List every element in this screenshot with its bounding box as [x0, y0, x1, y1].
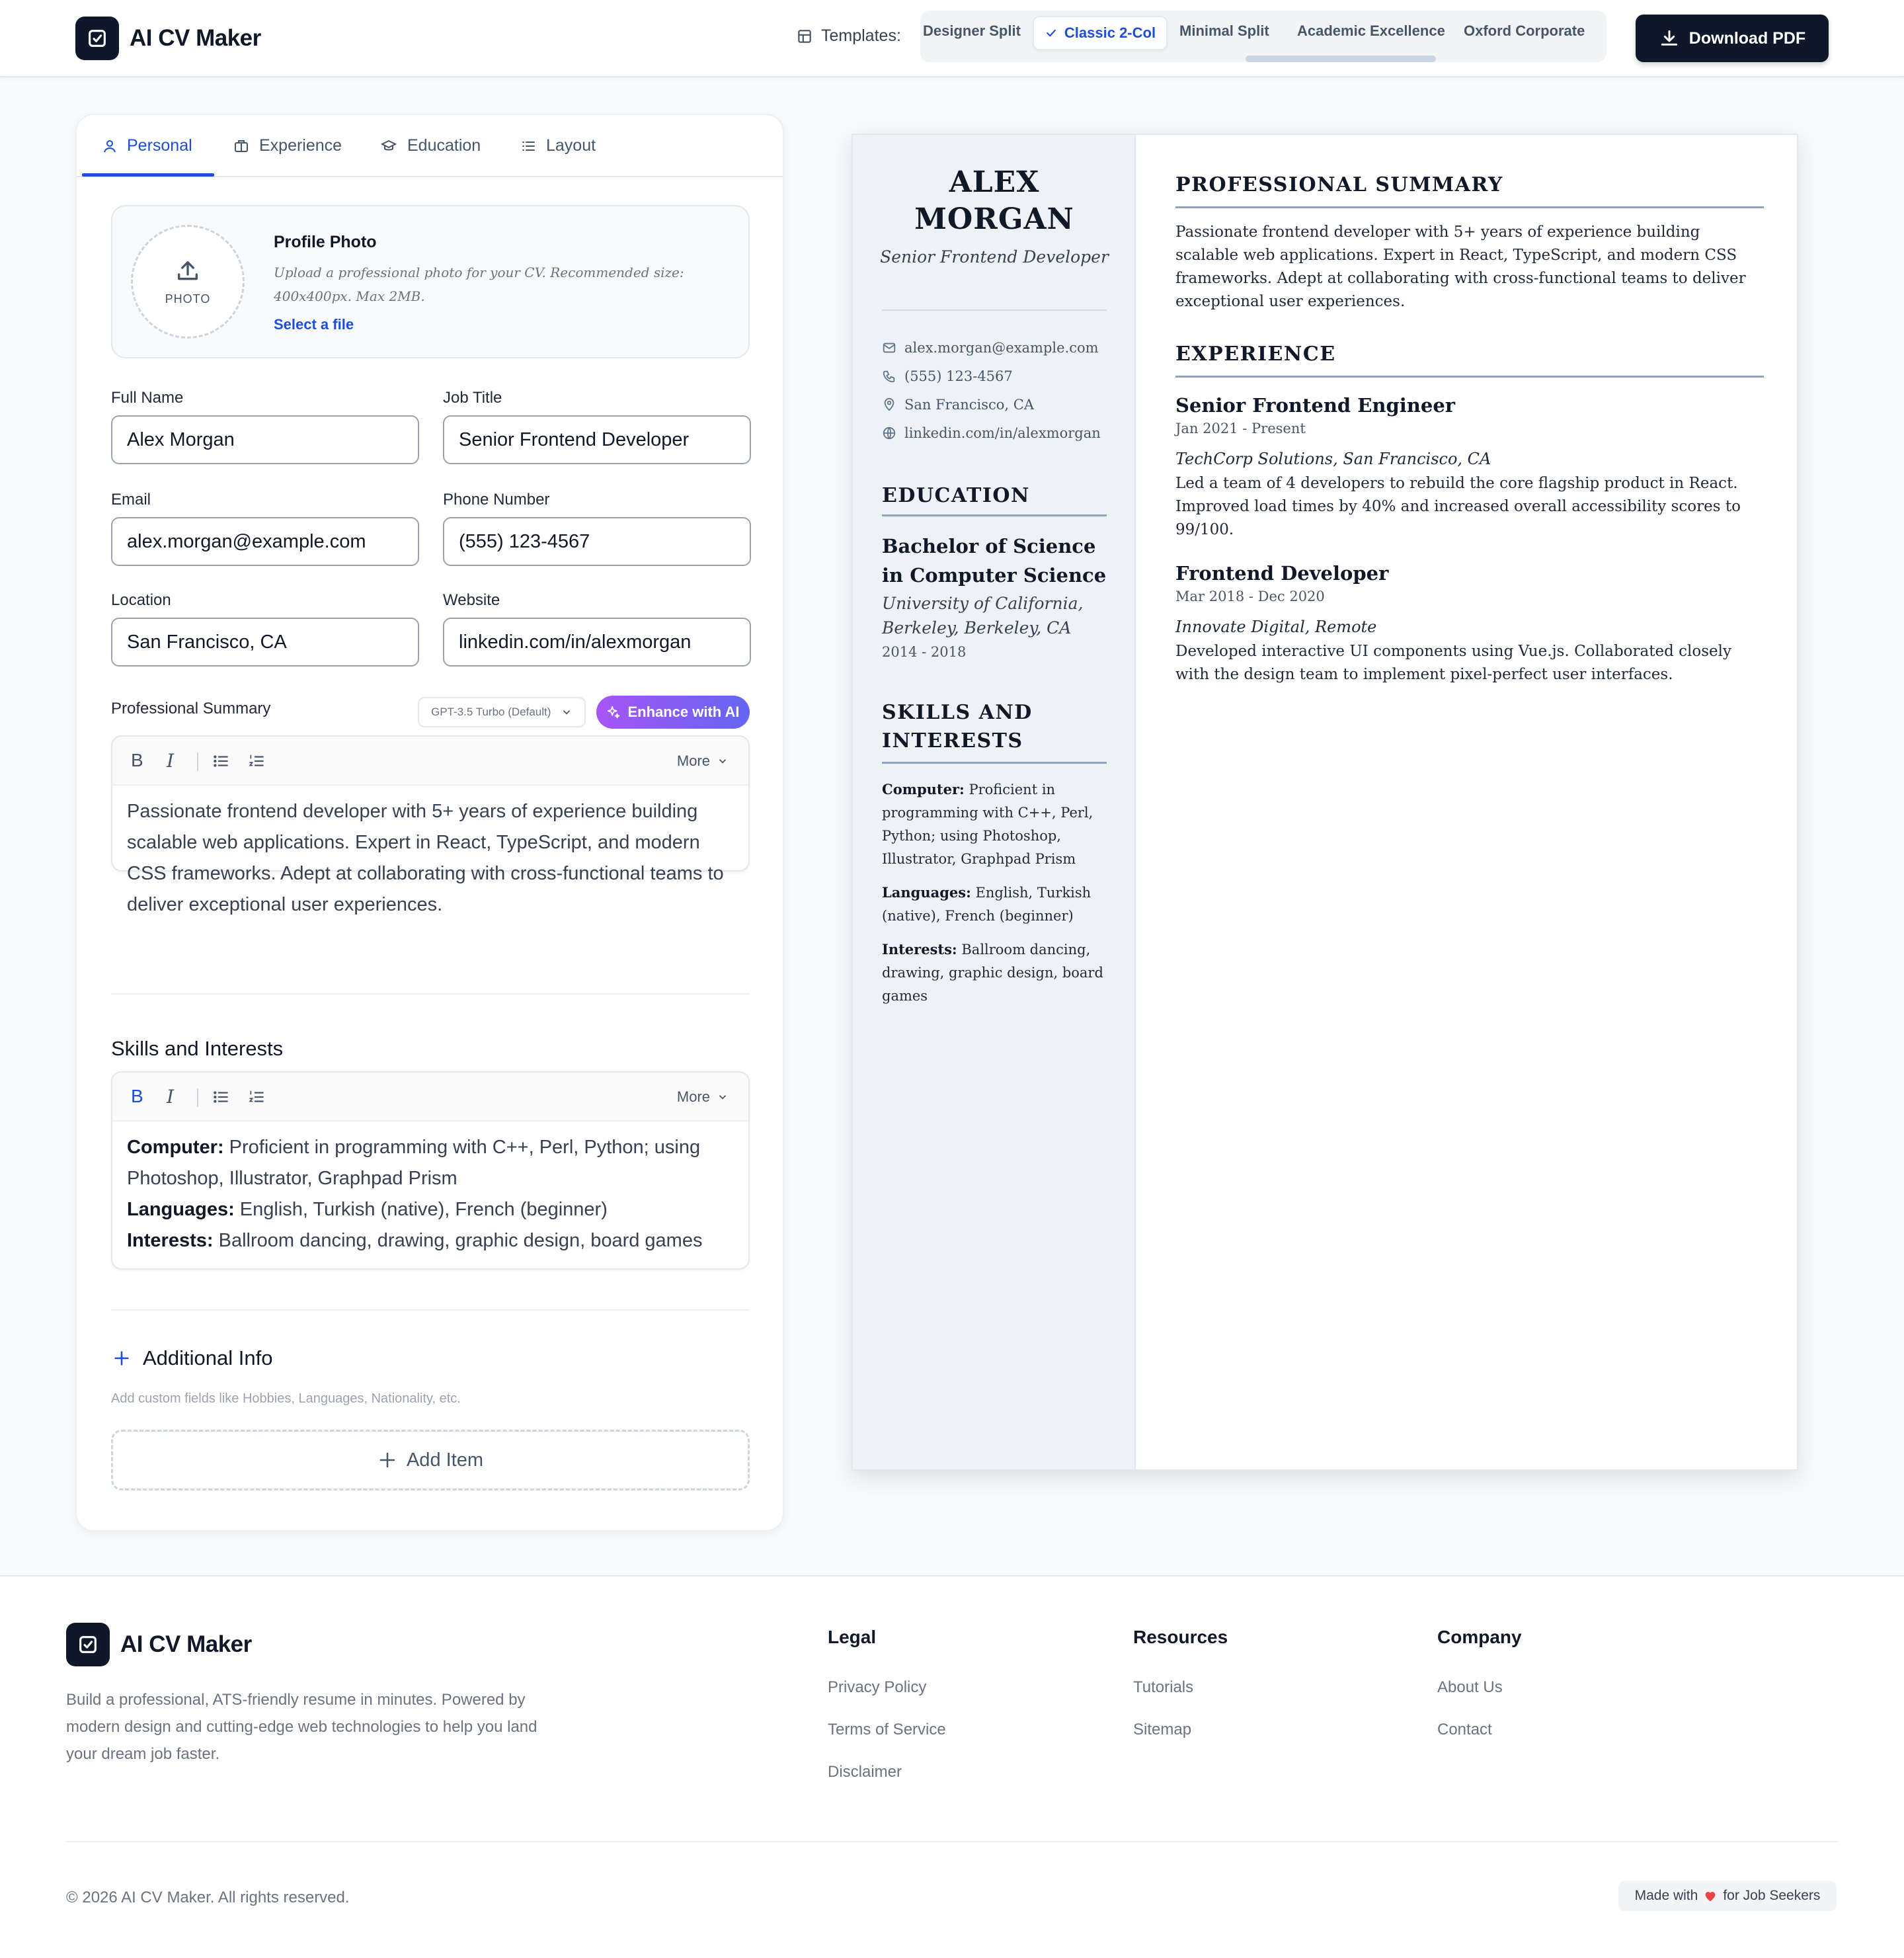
- summary-text-area[interactable]: Passionate frontend developer with 5+ years of experience building scalable web applications. Expert in React, TypeScript, and modern CSS frameworks. Adept at collaborating with cross-functional teams to deliver exceptional user experiences.: [127, 801, 724, 915]
- download-pdf-label: Download PDF: [1688, 28, 1806, 48]
- template-classic-2col-label: Classic 2-Col: [1064, 24, 1156, 41]
- template-classic-2col[interactable]: [1033, 16, 1168, 50]
- tab-layout[interactable]: [520, 136, 596, 155]
- footer-link-tutorials[interactable]: Tutorials: [1133, 1678, 1194, 1696]
- skill-key: Computer:: [127, 1137, 224, 1158]
- cv-job-dates: Mar 2018 - Dec 2020: [1175, 589, 1325, 604]
- heart-icon: [1703, 1889, 1718, 1903]
- bullet-list-button[interactable]: [212, 1088, 230, 1110]
- cv-experience-heading: EXPERIENCE: [1175, 343, 1336, 366]
- footer-link-terms[interactable]: Terms of Service: [828, 1721, 946, 1738]
- cv-skills-heading-line: INTERESTS: [882, 729, 1023, 753]
- tab-education[interactable]: [379, 136, 481, 155]
- cv-job-title: Frontend Developer: [1175, 562, 1389, 585]
- cv-skill-value: English, Turkish (native), French (beginner): [882, 885, 1091, 924]
- brand[interactable]: [75, 16, 261, 61]
- cv-role: Senior Frontend Developer: [880, 247, 1109, 266]
- cv-job-title: Senior Frontend Engineer: [1175, 394, 1456, 417]
- italic-button[interactable]: I: [167, 1086, 175, 1108]
- tab-education-label: Education: [407, 136, 481, 155]
- website-label: Website: [443, 591, 500, 609]
- phone-icon: [882, 369, 896, 384]
- template-minimal-split[interactable]: Minimal Split: [1179, 22, 1269, 39]
- made-with-prefix: Made with: [1634, 1888, 1698, 1903]
- enhance-with-ai-button[interactable]: [596, 696, 750, 729]
- numbered-list-icon: [247, 1088, 266, 1106]
- more-button[interactable]: [677, 753, 729, 770]
- ai-model-select[interactable]: [418, 697, 586, 727]
- cv-heading-rule: [882, 762, 1107, 764]
- cv-skill-value: Ballroom dancing, drawing, graphic design, board games: [882, 942, 1103, 1004]
- photo-upload-area[interactable]: [131, 225, 245, 339]
- location-label: Location: [111, 591, 171, 609]
- skill-line: [127, 1225, 735, 1256]
- skills-toolbar: [112, 1073, 748, 1122]
- cv-contact-location: [882, 397, 1034, 413]
- tab-layout-label: Layout: [546, 136, 596, 155]
- copyright-text: © 2026 AI CV Maker. All rights reserved.: [66, 1889, 350, 1906]
- chevron-down-icon: [717, 755, 729, 767]
- cv-contact-website: [882, 425, 1101, 441]
- ai-model-value: GPT-3.5 Turbo (Default): [431, 706, 551, 718]
- globe-icon: [882, 426, 896, 440]
- footer-heading-resources: Resources: [1133, 1627, 1228, 1647]
- cv-skill-key: Computer:: [882, 781, 965, 797]
- download-icon: [1659, 28, 1680, 49]
- upload-icon: [175, 258, 201, 284]
- numbered-list-icon: [247, 753, 266, 770]
- cv-education-heading: EDUCATION: [882, 484, 1030, 507]
- more-label: More: [676, 1088, 710, 1105]
- graduation-cap-icon: [379, 138, 398, 154]
- section-divider: [111, 993, 750, 995]
- app-name: AI CV Maker: [130, 25, 261, 51]
- numbered-list-button[interactable]: [247, 1088, 266, 1110]
- profile-photo-section: [111, 205, 750, 358]
- cv-name: [853, 164, 1136, 238]
- cv-contact-phone: [882, 368, 1013, 384]
- skill-value: Ballroom dancing, drawing, graphic design, board games: [213, 1230, 703, 1251]
- footer-link-privacy[interactable]: Privacy Policy: [828, 1678, 927, 1696]
- skill-value: English, Turkish (native), French (beginner): [234, 1199, 608, 1220]
- section-divider: [111, 1309, 750, 1311]
- map-pin-icon: [882, 397, 896, 412]
- templates-label-text: Templates:: [821, 26, 901, 45]
- footer-app-name: AI CV Maker: [120, 1631, 252, 1657]
- cv-job-description: Led a team of 4 developers to rebuild the core flagship product in React. Improved load times by 40% and increased overall accessibility scores to 99/100.: [1175, 475, 1741, 538]
- cv-location: San Francisco, CA: [904, 397, 1035, 413]
- list-icon: [520, 138, 537, 154]
- bold-button[interactable]: B: [131, 750, 143, 770]
- template-oxford-corporate[interactable]: Oxford Corporate: [1464, 22, 1585, 39]
- tab-experience[interactable]: [233, 136, 342, 155]
- cv-summary-heading: PROFESSIONAL SUMMARY: [1175, 173, 1503, 196]
- full-name-label: Full Name: [111, 389, 184, 407]
- enhance-label: Enhance with AI: [627, 704, 740, 720]
- chevron-down-icon: [717, 1091, 729, 1103]
- bullet-list-button[interactable]: [212, 753, 230, 774]
- cv-skill-value: Proficient in programming with C++, Perl, Python; using Photoshop, Illustrator, Graphpad Prism: [882, 782, 1093, 867]
- skills-section-title: Skills and Interests: [111, 1037, 284, 1060]
- cv-job-dates: Jan 2021 - Present: [1175, 421, 1306, 436]
- skills-editor: [111, 1071, 750, 1270]
- website-input[interactable]: linkedin.com/in/alexmorgan: [443, 618, 751, 667]
- footer-link-about[interactable]: About Us: [1437, 1678, 1503, 1696]
- skill-key: Languages:: [127, 1199, 235, 1220]
- location-input[interactable]: San Francisco, CA: [111, 618, 419, 667]
- more-button[interactable]: [677, 1088, 729, 1106]
- footer-heading-legal: Legal: [828, 1627, 877, 1647]
- editor-tabs: [77, 115, 783, 177]
- cv-name-last: MORGAN: [914, 202, 1074, 236]
- cv-name-first: ALEX: [949, 165, 1040, 199]
- template-designer-split[interactable]: Designer Split: [923, 22, 1021, 39]
- toolbar-divider: [197, 1088, 198, 1107]
- tab-experience-label: Experience: [259, 136, 342, 155]
- profile-photo-description: Upload a professional photo for your CV. Recommended size: 400x400px. Max 2MB.: [274, 265, 684, 304]
- summary-toolbar: [112, 737, 748, 786]
- footer-description: Build a professional, ATS-friendly resume in minutes. Powered by modern design and cutting-edge web technologies to help you land your dream job faster.: [66, 1691, 537, 1763]
- cv-heading-rule: [1175, 376, 1764, 378]
- cv-sidebar: [853, 135, 1136, 1469]
- plus-icon: [112, 1349, 131, 1367]
- logo-icon: [75, 17, 119, 60]
- cv-heading-rule: [1175, 206, 1764, 208]
- footer-link-sitemap[interactable]: Sitemap: [1133, 1721, 1192, 1738]
- check-icon: [1045, 26, 1058, 40]
- user-icon: [102, 138, 118, 154]
- cv-skill-key: Interests:: [882, 941, 957, 958]
- chevron-down-icon: [561, 706, 573, 718]
- cv-contact-email: [882, 340, 1099, 356]
- footer-link-disclaimer[interactable]: Disclaimer: [828, 1763, 902, 1781]
- cv-skill-item: [882, 938, 1107, 1008]
- cv-job-description: Developed interactive UI components using Vue.js. Collaborated closely with the design team to implement pixel-perfect user interfaces.: [1175, 643, 1731, 683]
- more-label: More: [676, 753, 710, 769]
- add-item-label: Add Item: [406, 1449, 484, 1471]
- footer-divider: [66, 1841, 1838, 1842]
- footer-link-contact[interactable]: Contact: [1437, 1721, 1492, 1738]
- additional-info-hint: Add custom fields like Hobbies, Languages, Nationality, etc.: [111, 1391, 461, 1406]
- cv-phone: (555) 123-4567: [904, 368, 1013, 384]
- cv-education-years: 2014 - 2018: [882, 644, 967, 660]
- italic-button[interactable]: I: [167, 750, 175, 772]
- tab-personal[interactable]: [102, 136, 192, 155]
- bullet-list-icon: [212, 1088, 230, 1106]
- additional-info-title: Additional Info: [143, 1346, 273, 1369]
- cv-skill-key: Languages:: [882, 884, 971, 901]
- job-title-label: Job Title: [443, 389, 502, 407]
- briefcase-icon: [233, 138, 250, 154]
- skill-key: Interests:: [127, 1230, 214, 1251]
- toolbar-divider: [197, 753, 198, 771]
- full-name-input[interactable]: Alex Morgan: [111, 415, 419, 464]
- cv-job-company: TechCorp Solutions, San Francisco, CA: [1175, 450, 1491, 468]
- template-academic-excellence[interactable]: Academic Excellence: [1297, 22, 1445, 39]
- bold-button[interactable]: B: [131, 1086, 143, 1106]
- select-file-link[interactable]: Select a file: [274, 316, 354, 333]
- photo-placeholder-label: PHOTO: [165, 292, 211, 306]
- plus-icon: [377, 1450, 397, 1470]
- active-tab-indicator: [82, 173, 214, 177]
- cv-preview: [852, 134, 1798, 1471]
- layout-icon: [796, 28, 813, 45]
- tab-personal-label: Personal: [127, 136, 192, 155]
- job-title-input[interactable]: Senior Frontend Developer: [443, 415, 751, 464]
- cv-divider: [882, 309, 1107, 311]
- cv-job-company: Innovate Digital, Remote: [1175, 618, 1377, 636]
- cv-education-degree: Bachelor of Science in Computer Science: [882, 535, 1107, 587]
- cv-skill-item: [882, 881, 1107, 928]
- footer-brand[interactable]: [66, 1623, 252, 1666]
- skill-value: Proficient in programming with C++, Perl, Python; using Photoshop, Illustrator, Graphpad Prism: [127, 1137, 701, 1189]
- additional-info-header[interactable]: [112, 1346, 272, 1370]
- skills-text-area[interactable]: [127, 1132, 735, 1256]
- email-label: Email: [111, 491, 151, 509]
- editor-panel: [75, 114, 784, 1531]
- cv-website: linkedin.com/in/alexmorgan: [904, 425, 1101, 441]
- made-with-badge: [1618, 1881, 1837, 1911]
- phone-label: Phone Number: [443, 491, 550, 509]
- cv-education-school: University of California, Berkeley, Berkeley, CA: [882, 594, 1084, 637]
- cv-skills-heading-line: SKILLS AND: [882, 701, 1033, 724]
- skill-line: [127, 1132, 735, 1194]
- mail-icon: [882, 341, 896, 355]
- logo-icon: [66, 1623, 110, 1666]
- summary-label: Professional Summary: [111, 700, 271, 717]
- summary-editor: [111, 735, 750, 915]
- cv-email: alex.morgan@example.com: [904, 340, 1099, 356]
- templates-label: [796, 26, 901, 46]
- cv-summary-text: Passionate frontend developer with 5+ years of experience building scalable web applications. Expert in React, TypeScript, and modern CSS frameworks. Adept at collaborating with cross-functional teams to deliver exceptional user experiences.: [1175, 224, 1746, 310]
- profile-photo-title: Profile Photo: [274, 233, 377, 251]
- made-with-suffix: for Job Seekers: [1723, 1888, 1821, 1903]
- phone-input[interactable]: (555) 123-4567: [443, 517, 751, 566]
- cv-skills-heading: [882, 698, 1033, 755]
- cv-heading-rule: [882, 514, 1107, 516]
- template-scrollbar[interactable]: [1246, 56, 1436, 62]
- footer-heading-company: Company: [1437, 1627, 1522, 1647]
- download-pdf-button[interactable]: [1636, 15, 1829, 62]
- skill-line: [127, 1194, 735, 1225]
- top-header: [0, 0, 1904, 77]
- cv-skill-item: [882, 778, 1107, 871]
- numbered-list-button[interactable]: [247, 753, 266, 774]
- email-input[interactable]: alex.morgan@example.com: [111, 517, 419, 566]
- add-item-button[interactable]: [111, 1430, 750, 1490]
- sparkles-icon: [606, 705, 621, 719]
- bullet-list-icon: [212, 753, 230, 770]
